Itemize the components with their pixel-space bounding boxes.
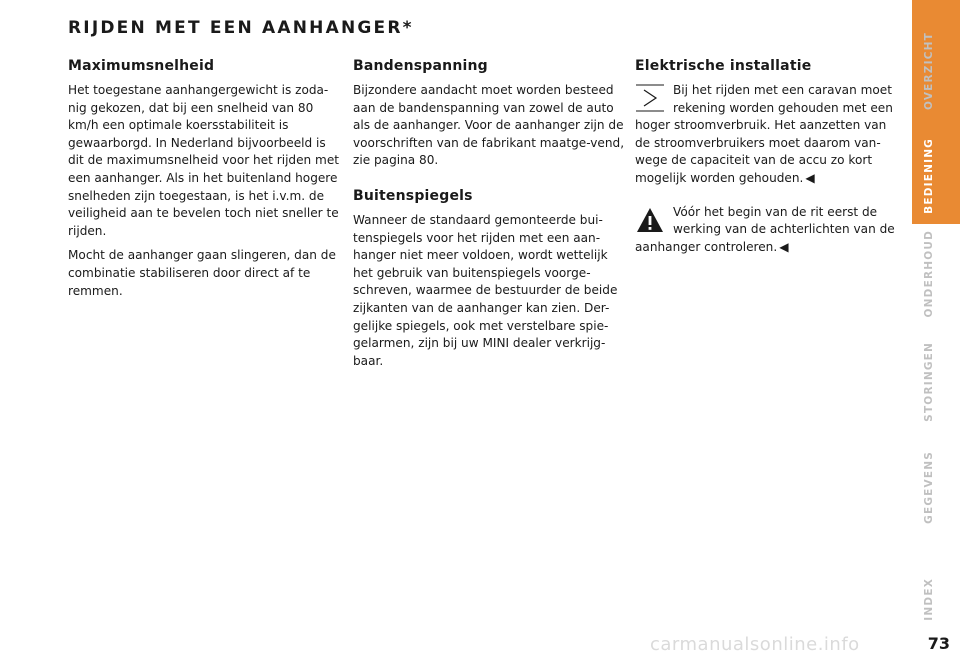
info-triangle-icon [635,83,665,113]
info-note [635,82,903,188]
paragraph-speed: Het toegestane aanhangergewicht is zoda-nig gekozen, dat bij een snelheid van 80 km/h een optimale koersstabiliteit is gewaarborgd. In Nederland bijvoorbeeld is dit de maximumsnelheid voor het rijden met een aanhanger. Als in het buitenland hogere snelheden zijn toegestaan, is het i.v.m. de veiligheid aan te bevelen toch niet sneller te rijden. [68,83,340,238]
column-maximumsnelheid [68,58,340,307]
end-mark-icon: ◀ [805,170,815,185]
heading-maximumsnelheid: Maximumsnelheid [68,58,215,74]
paragraph-sway: Mocht de aanhanger gaan slingeren, dan de combinatie stabiliseren door direct af te remmen. [68,248,336,298]
page-number: 73 [927,634,950,653]
tab-bediening[interactable]: BEDIENING [923,138,935,214]
tab-storingen[interactable]: STORINGEN [923,342,935,422]
warning-icon [635,205,665,235]
tab-onderhoud[interactable]: ONDERHOUD [923,230,935,318]
watermark: carmanualsonline.info [650,634,860,655]
tab-index[interactable]: INDEX [923,578,935,621]
column-elektrische-installatie [635,58,903,256]
page-title: RIJDEN MET EEN AANHANGER* [68,18,414,38]
paragraph-mirrors: Wanneer de standaard gemonteerde bui-tenspiegels voor het rijden met een aan-hanger niet meer voldoen, wordt wettelijk het gebruik van buitenspiegels voorge-schreven, waarmee de bestuurder de beide zijkanten van de aanhanger kan zien. Der-gelijke spiegels, ook met verstelbare spie-gelarmen, zijn bij uw MINI dealer verkrijg-baar. [353,212,618,368]
chapter-tabs [912,0,960,663]
paragraph-tyre-pressure: Bijzondere aandacht moet worden besteed aan de bandenspanning van zowel de auto als de aanhanger. Voor de aanhanger zijn de voorschriften van de fabrikant maatge-vend, zie pagina 80. [353,83,625,168]
warning-note [635,204,903,257]
heading-bandenspanning: Bandenspanning [353,58,488,74]
heading-elektrische-installatie: Elektrische installatie [635,58,812,74]
info-note-text: Bij het rijden met een caravan moet rekening worden gehouden met een hoger stroomverbruik. Het aanzetten van de stroomverbruikers moet daarom van-wege de capaciteit van de accu zo kort mogelijk worden gehouden. [635,83,893,185]
column-bandenspanning [353,58,625,377]
end-mark-icon: ◀ [779,239,789,254]
warning-note-text: Vóór het begin van de rit eerst de werking van de achterlichten van de aanhanger controleren. [635,204,895,254]
tab-gegevens[interactable]: GEGEVENS [923,451,935,524]
tab-overzicht[interactable]: OVERZICHT [923,32,935,111]
heading-buitenspiegels: Buitenspiegels [353,187,473,204]
active-tab-highlight [912,0,960,224]
